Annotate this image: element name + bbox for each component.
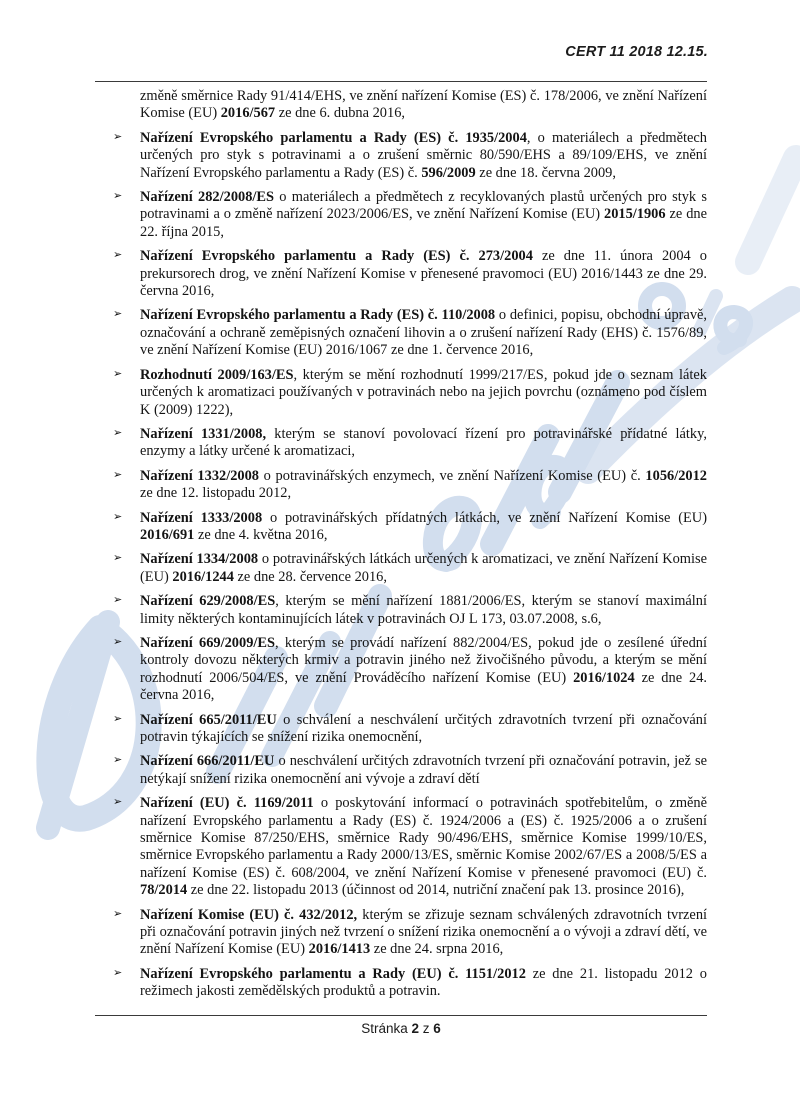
regulation-title-text: Nařízení 669/2009/ES [140,634,275,651]
regulation-title-text: 2016/567 [220,105,276,122]
regulation-body-text: o materiálech a předmětech z recyklovaných plastů určených pro styk s potravinami a o změně nařízení 2023/2006/ES, ve znění Nařízení Komise (EU) [140,189,707,223]
regulation-title-text: Nařízení Evropského parlamentu a Rady (ES) č. 1935/2004 [140,129,527,146]
arrow-bullet-icon: ➢ [113,966,123,979]
regulation-title-text: 1056/2012 [645,467,707,484]
list-item [113,634,708,705]
regulation-body-text: o definici, popisu, obchodní úpravě, označování a ochraně zeměpisných označení lihovin a o zrušení nařízení Rady (EHS) č. 1576/89, ve znění Nařízení Komise (EU) 2016/1067 ze dne 1. července 2016, [140,307,707,359]
arrow-bullet-icon: ➢ [113,468,123,481]
arrow-bullet-icon: ➢ [113,552,123,565]
regulation-title-text: 78/2014 [140,882,188,899]
regulation-body-text: , o materiálech a předmětech určených pro styk s potravinami a o zrušení směrnic 80/590/EHS a 89/109/EHS, ve znění Nařízení Evropského parlamentu a Rady (ES) č. [140,129,707,181]
regulation-body-text: ze dne 6. dubna 2016, [275,105,405,122]
list-item [113,366,707,419]
regulation-title-text: 2016/691 [140,526,195,543]
regulation-body-text: ze dne 4. května 2016, [194,526,328,543]
regulation-body-text: ze dne 18. června 2009, [475,164,616,181]
regulation-body-text: o potravinářských enzymech, ve znění Nařízení Komise (EU) č. [259,467,646,484]
list-item [113,509,707,545]
regulation-title-text: Rozhodnutí 2009/163/ES [140,366,294,383]
regulation-title-text: Nařízení (EU) č. 1169/2011 [140,795,314,812]
regulation-title-text: Nařízení 1333/2008 [140,509,263,526]
regulation-body-text: změně směrnice Rady 91/414/EHS, ve znění nařízení Komise (ES) č. 178/2006, ve znění Nařízení Komise (EU) [140,88,707,122]
regulation-title-text: Nařízení 1332/2008 [140,467,259,484]
regulation-title-text: Nařízení 666/2011/EU [140,753,275,770]
arrow-bullet-icon: ➢ [113,190,123,203]
arrow-bullet-icon: ➢ [113,907,123,920]
list-item [113,248,707,300]
page-number-label: Stránka [361,1021,408,1036]
regulation-body-text: o potravinářských látkách určených k aromatizaci, ve znění Nařízení Komise (EU) [140,551,707,585]
arrow-bullet-icon: ➢ [113,308,123,321]
header-reference: CERT 11 2018 12.15. [565,44,708,60]
regulation-list [113,88,708,1008]
arrow-bullet-icon: ➢ [113,130,123,143]
list-item [113,593,707,628]
footer-rule [95,1015,707,1016]
arrow-bullet-icon: ➢ [113,510,123,523]
arrow-bullet-icon: ➢ [113,249,123,262]
arrow-bullet-icon: ➢ [113,594,123,607]
list-item [113,711,707,747]
regulation-title-text: Nařízení 665/2011/EU [140,711,277,728]
header-rule [95,81,707,82]
regulation-title-text: 2016/1413 [308,941,371,958]
list-item [113,129,707,182]
list-item [113,307,707,359]
regulation-body-text: o schválení a neschválení určitých zdravotních tvrzení při označování potravin týkajících se snížení rizika onemocnění, [140,711,707,745]
regulation-body-text: o potravinářských přídatných látkách, ve znění Nařízení Komise (EU) [262,509,707,526]
regulation-body-text: kterým se zřizuje seznam schválených zdravotních tvrzení při označování potravin jiných než tvrzení o snížení rizika onemocnění a o vývoji a zdraví dětí, ve znění Nařízení Komise (EU) [140,906,708,958]
regulation-title-text: Nařízení 1334/2008 [140,551,259,568]
regulation-body-text: ze dne 11. února 2004 o prekursorech drog, ve znění Nařízení Komise v přenesené pravomoci (EU) 2016/1443 ze dne 29. června 2016, [140,248,707,300]
regulation-body-text: ze dne 24. června 2016, [140,669,708,704]
regulation-title-text: 596/2009 [421,164,476,181]
arrow-bullet-icon: ➢ [113,367,123,380]
regulation-body-text: ze dne 12. listopadu 2012, [140,485,292,502]
regulation-body-text: ze dne 22. listopadu 2013 (účinnost od 2014, nutriční značení pak 13. prosince 2016), [187,882,685,899]
regulation-title-text: 2015/1906 [604,206,666,223]
regulation-body-text: o poskytování informací o potravinách spotřebitelům, o změně nařízení Evropského parlamentu a Rady (ES) č. 1924/2006 a (ES) č. 1925/2006 a o zrušení směrnice Komise 87/250/EHS, směrnice Rady 90/496/EHS, směrnice Komise 1999/10/ES, směrnice Evropského parlamentu a Rady 2000/13/ES, směrnic Komise 2002/67/ES a 2008/5/ES a nařízení Komise (ES) č. 608/2004, ve znění Nařízení Komise v přenesené pravomoci (EU) č. [140,795,707,881]
page-number-current: 2 [411,1021,419,1036]
list-item [113,189,707,241]
regulation-body-text: kterým se stanoví povolovací řízení pro potravinářské přídatné látky, enzymy a látky určené k aromatizaci, [140,425,707,460]
regulation-body-text: o neschválení určitých zdravotních tvrzení při označování potravin, jež se netýkají snížení rizika onemocnění ani vývoje a zdraví dětí [140,753,707,787]
regulation-title-text: Nařízení 282/2008/ES [140,189,275,206]
regulation-body-text: ze dne 22. října 2015, [140,206,707,240]
list-item [113,425,707,461]
list-item [113,551,707,586]
regulation-title-text: Nařízení Evropského parlamentu a Rady (ES) č. 110/2008 [140,307,496,324]
regulation-body-text: , kterým se mění rozhodnutí 1999/217/ES, pokud jde o seznam látek určených k aromatizaci používaných v potravinách nebo na jejich povrchu (oznámeno pod číslem K (2009) 1222), [140,366,707,418]
list-item [113,906,708,959]
arrow-bullet-icon: ➢ [113,754,123,767]
regulation-title-text: 2016/1024 [573,669,635,686]
regulation-title-text: Nařízení 1331/2008, [140,425,267,442]
regulation-body-text: , kterým se provádí nařízení 882/2004/ES, pokud jde o zesílené úřední kontroly dovozu některých krmiv a potravin jiného než živočišného původu, a kterým se mění rozhodnutí 2006/504/ES, ve znění Prováděcího nařízení Komise (EU) [140,634,707,686]
regulation-body-text: ze dne 24. srpna 2016, [370,941,504,958]
list-item [113,965,707,1001]
regulation-body-text: , kterým se mění nařízení 1881/2006/ES, kterým se stanoví maximální limity některých kontaminujících látek v potravinách OJ L 173, 03.07.2008, s.6, [140,593,707,627]
arrow-bullet-icon: ➢ [113,796,123,809]
regulation-title-text: Nařízení Evropského parlamentu a Rady (EU) č. 1151/2012 [140,965,526,982]
arrow-bullet-icon: ➢ [113,426,123,439]
arrow-bullet-icon: ➢ [113,712,123,725]
continuation-paragraph [140,88,707,123]
list-item [113,795,707,899]
regulation-title-text: 2016/1244 [172,568,234,585]
regulation-title-text: Nařízení Komise (EU) č. 432/2012, [140,906,358,923]
regulation-title-text: Nařízení Evropského parlamentu a Rady (ES) č. 273/2004 [140,248,533,265]
arrow-bullet-icon: ➢ [113,635,123,648]
regulation-title-text: Nařízení 629/2008/ES [140,593,276,610]
list-item [113,467,707,503]
regulation-body-text: ze dne 28. července 2016, [233,568,387,585]
page-number-total: 6 [433,1021,441,1036]
page-number [95,1021,707,1036]
page-number-separator: z [422,1021,430,1036]
list-item [113,753,707,788]
regulation-body-text: ze dne 21. listopadu 2012 o režimech jakosti zemědělských produktů a potravin. [140,965,707,1000]
